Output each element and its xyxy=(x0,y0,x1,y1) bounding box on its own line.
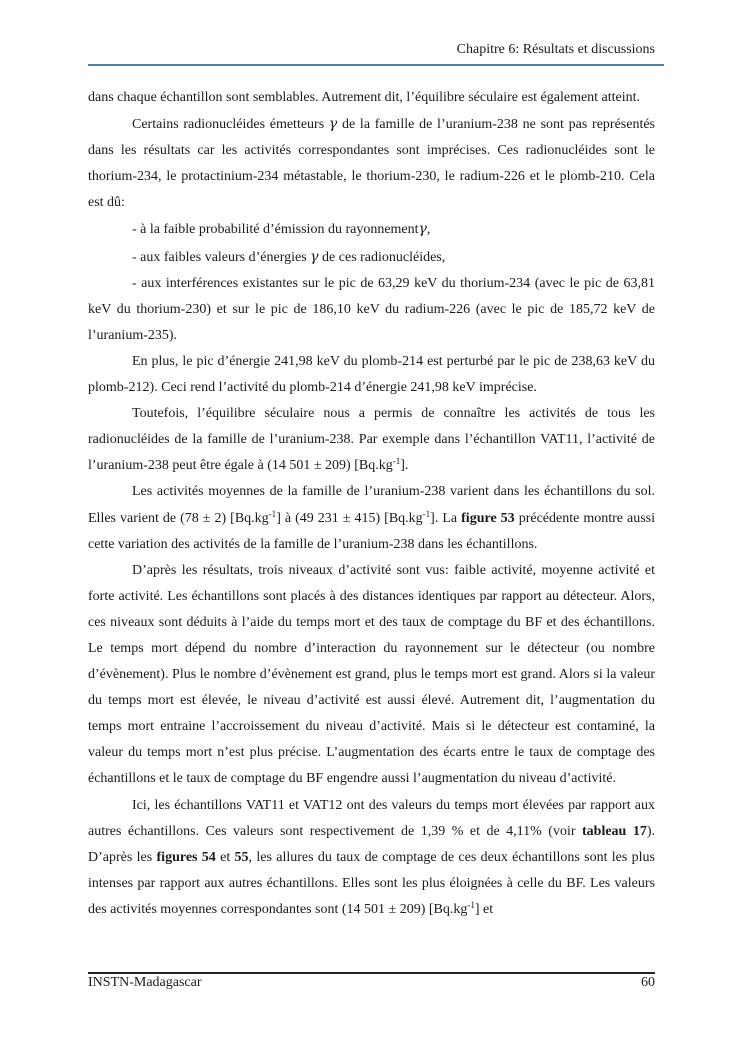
paragraph-lead-214: En plus, le pic d’énergie 241,98 keV du plomb-214 est perturbé par le pic de 238,63 keV du plomb-212). Ceci rend l’activité du plomb-214 d’énergie 241,98 keV imprécise. xyxy=(88,353,655,396)
paragraph-gamma-emitters: Certains radionucléides émetteurs γ de la famille de l’uranium-238 ne sont pas représentés dans les résultats car les activités correspondantes sont imprécises. Ces radionucléides sont le thorium-234, le protactinium-234 métastable, le thorium-230, le radium-226 et le plomb-210. Cela est dû: xyxy=(88,116,655,211)
gamma-symbol: γ xyxy=(418,221,427,238)
list-item-probability: - à la faible probabilité d’émission du rayonnementγ, xyxy=(132,221,431,238)
running-header: Chapitre 6: Résultats et discussions xyxy=(456,42,655,57)
header-rule xyxy=(88,64,664,66)
list-item-energies: - aux faibles valeurs d’énergies γ de ces radionucléides, xyxy=(132,248,446,265)
list-item-interferences: - aux interférences existantes sur le pic de 63,29 keV du thorium-234 (avec le pic de 63,81 keV du thorium-230) et sur le pic de 186,10 keV du radium-226 (avec le pic de 185,72 keV de l’uranium-235). xyxy=(88,275,655,343)
footer-institution: INSTN-Madagascar xyxy=(88,975,202,990)
table-reference: tableau 17 xyxy=(582,823,647,839)
page-number: 60 xyxy=(641,975,655,990)
footer-rule xyxy=(88,972,655,974)
paragraph-continuation: dans chaque échantillon sont semblables. Autrement dit, l’équilibre séculaire est également atteint. xyxy=(88,90,641,105)
paragraph-dead-time: Ici, les échantillons VAT11 et VAT12 ont des valeurs du temps mort élevées par rapport aux autres échantillons. Ces valeurs sont respectivement de 1,39 % et de 4,11% (voir tableau 17). D’après les figures 54 et 55, les allures du taux de comptage de ces deux échantillons sont les plus intenses par rapport aux autres échantillons. Elles sont les plus éloignées à celle du BF. Les valeurs des activités moyennes correspondantes sont (14 501 ± 209) $[Bq.kg^{-1}]$ et xyxy=(88,797,655,917)
gamma-symbol: γ xyxy=(310,248,319,265)
paragraph-activity-levels: D’après les résultats, trois niveaux d’activité sont vus: faible activité, moyenne activité et forte activité. Les échantillons sont placés à des distances identiques par rapport au détecteur. Alors, ces niveaux sont déduits à l’aide du temps mort et des taux de comptage du BF et des échantillons. Le temps mort dépend du nombre d’interaction du rayonnement sur le détecteur (ou nombre d’évènement). Plus le nombre d’évènement est grand, plus le temps mort est grand. Alors si la valeur du temps mort est élevée, le niveau d’activité est aussi élevé. Autrement dit, l’augmentation du temps mort entraine l’accroissement du niveau d’activité. Mais si le détecteur est contaminé, la valeur du temps mort n’est plus précise. L’augmentation des écarts entre le taux de comptage des échantillons et le taux de comptage du BF engendre aussi l’augmentation du niveau d’activité. xyxy=(88,562,655,787)
figure-reference: 55 xyxy=(234,849,249,865)
figure-reference: figures 54 xyxy=(156,849,216,865)
paragraph-secular-equilibrium: Toutefois, l’équilibre séculaire nous a permis de connaître les activités de tous les radionucléides de la famille de l’uranium-238. Par exemple dans l’échantillon VAT11, l’activité de l’uranium-238 peut être égale à (14 501 ± 209) $[Bq.kg^{-1}]$. xyxy=(88,406,655,474)
page-body xyxy=(88,85,655,923)
figure-reference: figure 53 xyxy=(461,510,515,526)
gamma-symbol: γ xyxy=(328,116,338,133)
paragraph-mean-activities: Les activités moyennes de la famille de l’uranium-238 varient dans les échantillons du sol. Elles varient de (78 ± 2) $[Bq.kg^{-1}]$ à (49 231 ± 415) $[Bq.kg^{-1}]$. La figure 53 précédente montre aussi cette variation des activités de la famille de l’uranium-238 dans les échantillons. xyxy=(88,484,655,552)
